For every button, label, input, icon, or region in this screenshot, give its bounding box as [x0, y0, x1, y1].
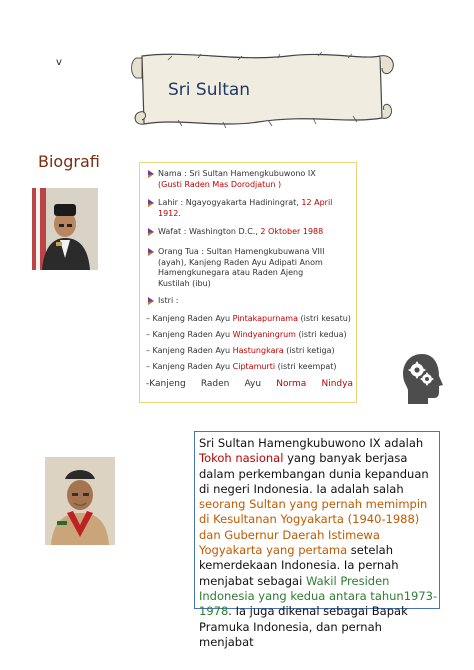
head-gears-icon: [402, 352, 444, 404]
bio-lahir-label: Lahir : Ngayogyakarta Hadiningrat,: [158, 198, 302, 207]
wife-item: [146, 330, 356, 341]
bio-nama-label: Nama : Sri Sultan Hamengkubuwono IX: [158, 169, 316, 178]
wife-prefix: – Kanjeng Raden Ayu: [146, 314, 233, 323]
desc-text-4: . Ia juga dikenal sebagai Bapak Pramuka Indonesia, dan pernah menjabat: [199, 604, 408, 649]
bio-istri-label: Istri :: [158, 296, 179, 305]
bio-lahir-end: .: [178, 208, 181, 218]
wife-name: Ciptamurti: [232, 362, 276, 371]
bio-item-wafat: [158, 227, 343, 238]
bullet-icon: [146, 296, 156, 306]
wife-prefix: – Kanjeng Raden Ayu: [146, 330, 233, 339]
wife5-name-norma: Norma: [276, 379, 307, 389]
wife-prefix: – Kanjeng Raden Ayu: [146, 362, 233, 371]
wife5-word-ayu: Ayu: [244, 379, 262, 389]
description-box: [194, 431, 440, 649]
bio-lahir-date-part2: 1912: [158, 208, 179, 218]
desc-text-tokoh: Tokoh nasional: [199, 451, 284, 466]
wife-prefix: – Kanjeng Raden Ayu: [146, 346, 233, 355]
bio-orang-tua-line4: Kustilah (ibu): [158, 278, 211, 288]
wife-item: [146, 362, 356, 373]
bio-item-istri: [158, 296, 343, 307]
bio-nama-alias: (Gusti Raden Mas Dorodjatun ): [158, 179, 282, 189]
wife5-name-nindya: Nindya: [321, 379, 353, 389]
bio-wafat-label: Wafat : Washington D.C.,: [158, 227, 261, 236]
bullet-icon: [146, 247, 156, 257]
wife-suffix: (istri kesatu): [297, 314, 351, 323]
section-heading: Biografi: [38, 152, 100, 171]
bio-orang-tua-line1: Orang Tua : Sultan Hamengkubuwana VIII: [158, 247, 325, 256]
bullet-icon: [146, 198, 156, 208]
desc-text-3: setelah kemerdekaan Indonesia. Ia pernah menjabat sebagai: [199, 543, 399, 588]
bio-wafat-date: 2 Oktober 1988: [260, 227, 324, 236]
bio-item-lahir: [158, 198, 343, 219]
wife-name: Pintakapurnama: [232, 314, 298, 323]
bio-orang-tua-line3: Hamengkunegara atau Raden Ajeng: [158, 268, 304, 277]
stray-mark: v: [56, 57, 62, 68]
bio-item-orang-tua: [158, 247, 343, 289]
wife-name: Windyaningrum: [232, 330, 296, 339]
desc-text-2: yang banyak berjasa dalam perkembangan dunia kepanduan di negeri Indonesia. Ia adalah salah: [199, 451, 429, 496]
desc-text-wapres: Wakil Presiden Indonesia yang kedua antara tahun1973-1978: [199, 573, 438, 619]
wife-suffix: (istri ketiga): [283, 346, 335, 355]
wife-item-5: [146, 379, 353, 390]
wife-suffix: (istri keempat): [275, 362, 337, 371]
wife-item: [146, 346, 356, 357]
desc-text-1: Sri Sultan Hamengkubuwono IX adalah: [199, 436, 424, 450]
wife5-word-raden: Raden: [200, 379, 230, 389]
scout-portrait-photo: [45, 457, 115, 545]
banner-title: Sri Sultan: [168, 80, 251, 100]
bullet-icon: [146, 169, 156, 179]
bullet-icon: [146, 227, 156, 237]
bio-lahir-date-part1: 12 April: [301, 198, 333, 207]
wife5-prefix: -Kanjeng: [146, 379, 186, 389]
portrait-photo: [32, 188, 98, 270]
biography-box: [139, 162, 357, 403]
bio-orang-tua-line2: (ayah), Kanjeng Raden Ayu Adipati Anom: [158, 257, 323, 267]
wife-suffix: (istri kedua): [295, 330, 347, 339]
wife-item: [146, 314, 356, 325]
bio-item-nama: [158, 169, 343, 190]
wife-name: Hastungkara: [232, 346, 284, 355]
desc-text-sultan: seorang Sultan yang pernah memimpin di Kesultanan Yogyakarta (1940-1988) dan Gubernur Daerah Istimewa Yogyakarta yang pertama: [199, 497, 428, 558]
